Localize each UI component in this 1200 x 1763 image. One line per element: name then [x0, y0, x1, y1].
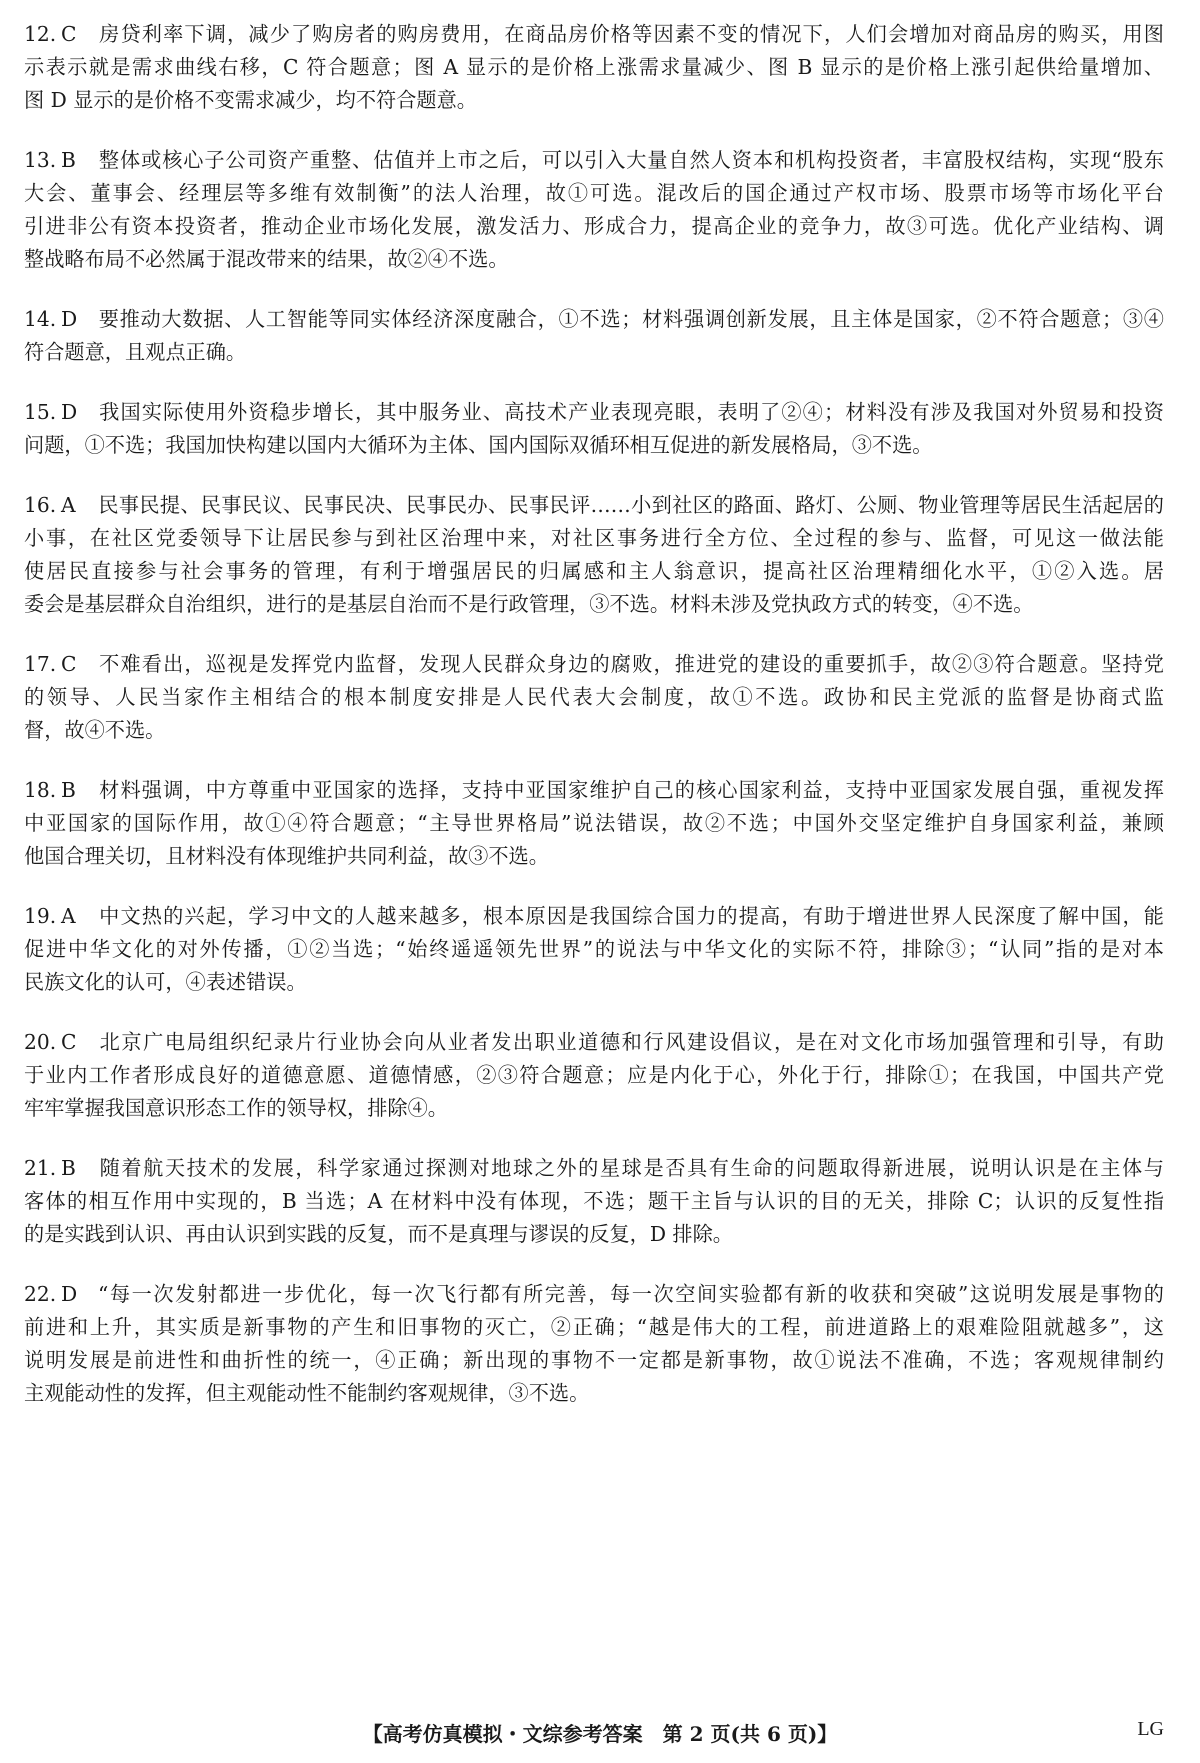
- answer-line: [24, 18, 1164, 51]
- answer-item: [24, 1026, 1164, 1125]
- answer-letter: C: [61, 1030, 77, 1054]
- explanation-text: 要推动大数据、人工智能等同实体经济深度融合，①不选；材料强调创新发展，且主体是国家，②不符合题意；③④: [98, 307, 1164, 331]
- explanation-text: 督，故④不选。: [24, 718, 166, 742]
- answer-letter: D: [61, 400, 78, 424]
- answer-item: [24, 396, 1164, 462]
- answer-line: [24, 51, 1164, 84]
- explanation-text: 民族文化的认可，④表述错误。: [24, 970, 307, 994]
- answer-letter: B: [61, 148, 76, 172]
- explanation-text: 随着航天技术的发展，科学家通过探测对地球之外的星球是否具有生命的问题取得新进展，说明认识是在主体与: [98, 1156, 1164, 1180]
- explanation-text: 房贷利率下调，减少了购房者的购房费用，在商品房价格等因素不变的情况下，人们会增加对商品房的购买，用图: [98, 22, 1164, 46]
- answer-item: [24, 303, 1164, 369]
- answer-line: [24, 681, 1164, 714]
- answer-line: [24, 522, 1164, 555]
- explanation-text: 我国实际使用外资稳步增长，其中服务业、高技术产业表现亮眼，表明了②④；材料没有涉及我国对外贸易和投资: [98, 400, 1164, 424]
- explanation-text: 不难看出，巡视是发挥党内监督，发现人民群众身边的腐败，推进党的建设的重要抓手，故②③符合题意。坚持党: [98, 652, 1164, 676]
- explanation-text: 符合题意，且观点正确。: [24, 340, 247, 364]
- explanation-text: 示表示就是需求曲线右移，C 符合题意；图 A 显示的是价格上涨需求量减少、图 B 显示的是价格上涨引起供给量增加、: [24, 55, 1164, 79]
- question-number: 18.: [24, 778, 57, 802]
- answer-letter: B: [61, 778, 76, 802]
- answer-line: [24, 303, 1164, 336]
- explanation-text: 中文热的兴起，学习中文的人越来越多，根本原因是我国综合国力的提高，有助于增进世界人民深度了解中国，能: [98, 904, 1164, 928]
- question-number: 22.: [24, 1282, 57, 1306]
- answer-letter: B: [61, 1156, 76, 1180]
- answer-item: [24, 1278, 1164, 1410]
- answer-item: [24, 774, 1164, 873]
- answer-letter: D: [61, 1282, 78, 1306]
- answer-line: [24, 966, 1164, 999]
- explanation-text: 小事，在社区党委领导下让居民参与到社区治理中来，对社区事务进行全方位、全过程的参与、监督，可见这一做法能: [24, 526, 1164, 550]
- explanation-text: 引进非公有资本投资者，推动企业市场化发展，激发活力、形成合力，提高企业的竞争力，故③可选。优化产业结构、调: [24, 214, 1164, 238]
- explanation-text: 促进中华文化的对外传播，①②当选；“始终遥遥领先世界”的说法与中华文化的实际不符，排除③；“认同”指的是对本: [24, 937, 1164, 961]
- answer-line: [24, 555, 1164, 588]
- footer-code: LG: [1137, 1718, 1164, 1740]
- answer-item: [24, 900, 1164, 999]
- explanation-text: 整战略布局不必然属于混改带来的结果，故②④不选。: [24, 247, 509, 271]
- answer-line: [24, 1344, 1164, 1377]
- explanation-text: 大会、董事会、经理层等多维有效制衡”的法人治理，故①可选。混改后的国企通过产权市场、股票市场等市场化平台: [24, 181, 1164, 205]
- answer-line: [24, 489, 1164, 522]
- answer-item: [24, 648, 1164, 747]
- answer-line: [24, 429, 1164, 462]
- answer-line: [24, 1092, 1164, 1125]
- answer-line: [24, 648, 1164, 681]
- explanation-text: 问题，①不选；我国加快构建以国内大循环为主体、国内国际双循环相互促进的新发展格局，③不选。: [24, 433, 933, 457]
- question-number: 15.: [24, 400, 57, 424]
- answer-line: [24, 714, 1164, 747]
- question-number: 16.: [24, 493, 57, 517]
- answer-line: [24, 1311, 1164, 1344]
- answer-line: [24, 1278, 1164, 1311]
- question-number: 21.: [24, 1156, 57, 1180]
- answer-line: [24, 84, 1164, 117]
- explanation-text: 图 D 显示的是价格不变需求减少，均不符合题意。: [24, 88, 477, 112]
- answer-line: [24, 1059, 1164, 1092]
- answer-letter: C: [61, 22, 77, 46]
- answer-letter: C: [61, 652, 77, 676]
- explanation-text: 中亚国家的国际作用，故①④符合题意；“主导世界格局”说法错误，故②不选；中国外交坚定维护自身国家利益，兼顾: [24, 811, 1164, 835]
- question-number: 14.: [24, 307, 57, 331]
- question-number: 17.: [24, 652, 57, 676]
- answer-line: [24, 1026, 1164, 1059]
- answer-line: [24, 774, 1164, 807]
- answer-letter: D: [61, 307, 78, 331]
- answer-line: [24, 210, 1164, 243]
- answer-line: [24, 807, 1164, 840]
- answer-line: [24, 1152, 1164, 1185]
- answer-line: [24, 933, 1164, 966]
- question-number: 13.: [24, 148, 57, 172]
- explanation-text: 委会是基层群众自治组织，进行的是基层自治而不是行政管理，③不选。材料未涉及党执政方式的转变，④不选。: [24, 592, 1034, 616]
- explanation-text: 牢牢掌握我国意识形态工作的领导权，排除④。: [24, 1096, 448, 1120]
- answer-line: [24, 1377, 1164, 1410]
- answer-item: [24, 18, 1164, 117]
- answer-line: [24, 1218, 1164, 1251]
- explanation-text: 于业内工作者形成良好的道德意愿、道德情感，②③符合题意；应是内化于心，外化于行，排除①；在我国，中国共产党: [24, 1063, 1164, 1087]
- explanation-text: 的是实践到认识、再由认识到实践的反复，而不是真理与谬误的反复，D 排除。: [24, 1222, 733, 1246]
- answer-letter: A: [61, 904, 76, 928]
- explanation-text: 主观能动性的发挥，但主观能动性不能制约客观规律，③不选。: [24, 1381, 590, 1405]
- explanation-text: 北京广电局组织纪录片行业协会向从业者发出职业道德和行风建设倡议，是在对文化市场加强管理和引导，有助: [98, 1030, 1164, 1054]
- explanation-text: 前进和上升，其实质是新事物的产生和旧事物的灭亡，②正确；“越是伟大的工程，前进道路上的艰难险阻就越多”，这: [24, 1315, 1164, 1339]
- explanation-text: “每一次发射都进一步优化，每一次飞行都有所完善，每一次空间实验都有新的收获和突破”这说明发展是事物的: [98, 1282, 1164, 1306]
- explanation-text: 民事民提、民事民议、民事民决、民事民办、民事民评……小到社区的路面、路灯、公厕、物业管理等居民生活起居的: [98, 493, 1164, 517]
- explanation-text: 材料强调，中方尊重中亚国家的选择，支持中亚国家维护自己的核心国家利益，支持中亚国家发展自强，重视发挥: [98, 778, 1164, 802]
- answer-line: [24, 900, 1164, 933]
- explanation-text: 的领导、人民当家作主相结合的根本制度安排是人民代表大会制度，故①不选。政协和民主党派的监督是协商式监: [24, 685, 1164, 709]
- question-number: 20.: [24, 1030, 57, 1054]
- answer-item: [24, 489, 1164, 621]
- explanation-text: 使居民直接参与社会事务的管理，有利于增强居民的归属感和主人翁意识，提高社区治理精细化水平，①②入选。居: [24, 559, 1164, 583]
- answer-letter: A: [61, 493, 76, 517]
- answer-line: [24, 144, 1164, 177]
- explanation-text: 客体的相互作用中实现的，B 当选；A 在材料中没有体现，不选；题干主旨与认识的目的无关，排除 C；认识的反复性指: [24, 1189, 1164, 1213]
- answer-line: [24, 336, 1164, 369]
- answer-line: [24, 396, 1164, 429]
- answer-line: [24, 243, 1164, 276]
- answer-line: [24, 177, 1164, 210]
- answer-line: [24, 1185, 1164, 1218]
- answer-item: [24, 1152, 1164, 1251]
- question-number: 19.: [24, 904, 57, 928]
- answer-list: [24, 18, 1164, 1437]
- answer-item: [24, 144, 1164, 276]
- explanation-text: 整体或核心子公司资产重整、估值并上市之后，可以引入大量自然人资本和机构投资者，丰富股权结构，实现“股东: [98, 148, 1164, 172]
- question-number: 12.: [24, 22, 57, 46]
- explanation-text: 说明发展是前进性和曲折性的统一，④正确；新出现的事物不一定都是新事物，故①说法不准确，不选；客观规律制约: [24, 1348, 1164, 1372]
- explanation-text: 他国合理关切，且材料没有体现维护共同利益，故③不选。: [24, 844, 549, 868]
- answer-line: [24, 588, 1164, 621]
- answer-line: [24, 840, 1164, 873]
- page-footer: [0, 1718, 1200, 1748]
- footer-page-info: 【高考仿真模拟・文综参考答案 第 2 页(共 6 页)】: [362, 1722, 838, 1746]
